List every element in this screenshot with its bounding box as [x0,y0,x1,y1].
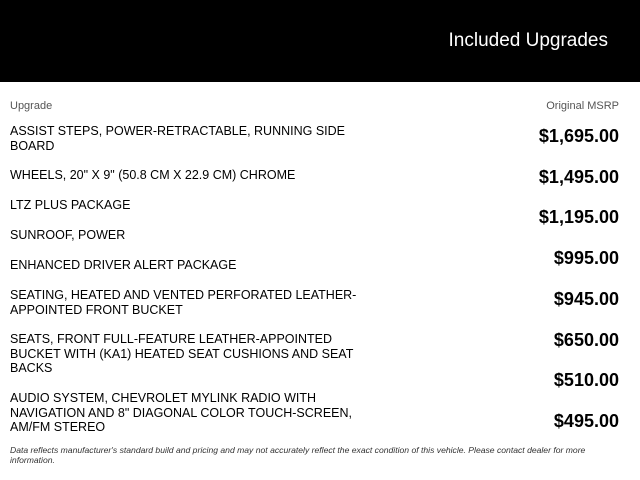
upgrade-item: WHEELS, 20" X 9" (50.8 CM X 22.9 CM) CHROME [10,168,296,182]
price-value: $1,195.00 [538,207,619,227]
upgrade-item: SUNROOF, POWER [10,228,126,242]
upgrade-item: SEATS, FRONT FULL-FEATURE LEATHER-APPOINTED BUCKET WITH (KA1) HEATED SEAT CUSHIONS AND SEAT BACKS [10,332,354,375]
price-value: $495.00 [553,411,619,431]
upgrade-item: AUDIO SYSTEM, CHEVROLET MYLINK RADIO WITH NAVIGATION AND 8" DIAGONAL COLOR TOUCH-SCREEN, AM/FM STEREO [10,391,352,434]
price-value: $945.00 [553,289,619,309]
disclaimer-footnote: Data reflects manufacturer's standard build and pricing and may not accurately reflect the exact condition of this vehicle. Please contact dealer for more information. [10,445,586,465]
header-banner [0,0,640,82]
price-value: $995.00 [553,248,619,268]
page-title: Included Upgrades [448,30,608,51]
msrp-column-header: Original MSRP [546,100,619,112]
upgrade-item: ASSIST STEPS, POWER-RETRACTABLE, RUNNING SIDE BOARD [10,124,346,153]
price-value: $650.00 [553,330,619,350]
price-value: $510.00 [553,370,619,390]
upgrade-item: ENHANCED DRIVER ALERT PACKAGE [10,258,237,272]
price-value: $1,695.00 [538,126,619,146]
upgrade-column-header: Upgrade [10,100,53,112]
upgrade-item: SEATING, HEATED AND VENTED PERFORATED LEATHER-APPOINTED FRONT BUCKET [10,288,357,317]
upgrade-item: LTZ PLUS PACKAGE [10,198,131,212]
price-value: $1,495.00 [538,167,619,187]
